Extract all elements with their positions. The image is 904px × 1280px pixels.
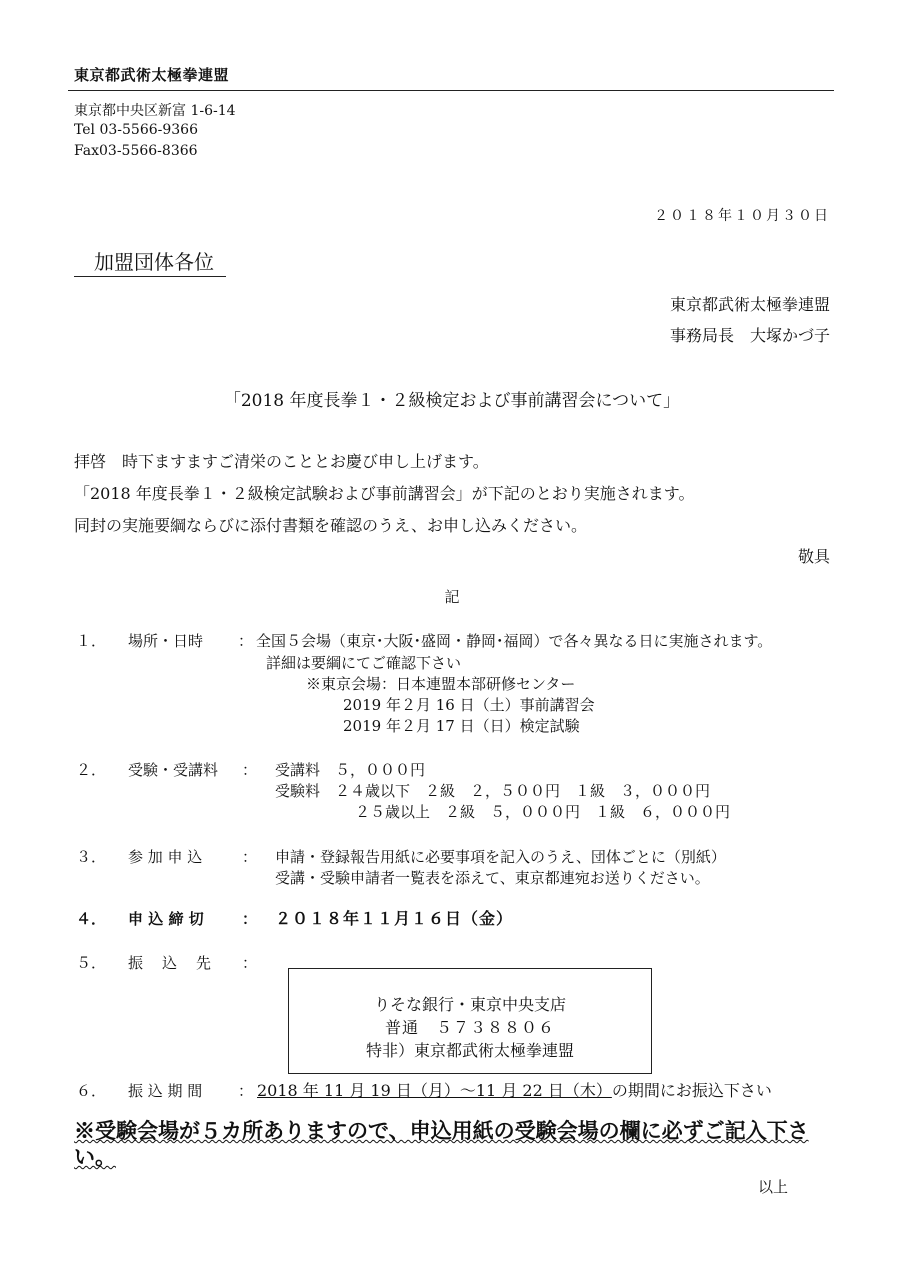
item-period-value: 2018 年 11 月 19 日（月）～11 月 22 日（木） [257, 1081, 612, 1100]
ki-heading: 記 [444, 588, 460, 606]
item-period-colon: ： [238, 1082, 254, 1100]
body-line-request: 同封の実施要綱ならびに添付書類を確認のうえ、お申し込みください。 [74, 516, 587, 535]
org-address: 東京都中央区新富 1-6-14 [74, 103, 236, 119]
item-fee-line: 受講料 ５，０００円 [275, 761, 426, 779]
sender-org: 東京都武術太極拳連盟 [669, 295, 830, 314]
item-venue-line: 2019 年２月 16 日（土）事前講習会 [343, 696, 595, 714]
item-venue-number: １． [76, 632, 107, 650]
item-apply-line: 申請・登録報告用紙に必要事項を記入のうえ、団体ごとに（別紙） [275, 848, 726, 866]
item-venue-line: 2019 年２月 17 日（日）検定試験 [343, 717, 580, 735]
item-fee-label: 受験・受講料 [128, 761, 219, 779]
sender-role-name: 事務局長 大塚かづ子 [669, 326, 830, 345]
item-period-label: 振 込 期 間 [128, 1082, 203, 1100]
item-deadline-label: 申 込 締 切 [128, 910, 204, 928]
org-header-name: 東京都武術太極拳連盟 [74, 66, 230, 84]
body-line-announcement: 「2018 年度長拳１・２級検定試験および事前講習会」が下記のとおり実施されます。 [74, 484, 695, 503]
item-deadline-colon: ： [242, 910, 258, 928]
item-venue-colon: ： [238, 632, 254, 650]
item-transfer-colon: ： [242, 954, 258, 972]
bank-name: りそな銀行・東京中央支店 [373, 995, 566, 1014]
item-deadline-value: ２０１８年１１月１６日（金） [275, 909, 514, 928]
header-rule [68, 90, 834, 91]
item-venue-line: 全国５会場（東京･大阪･盛岡・静岡･福岡）で各々異なる日に実施されます。 [256, 632, 773, 650]
closing-ijo: 以上 [758, 1178, 789, 1196]
org-tel: Tel 03-5566-9366 [74, 122, 198, 138]
item-fee-line: ２５歳以上 ２級 ５，０００円 １級 ６，０００円 [355, 803, 731, 821]
item-period-suffix: の期間にお振込下さい [611, 1081, 772, 1100]
venue-notice-text: ※受験会場が５カ所ありますので、申込用紙の受験会場の欄に必ずご記入下さい。 [74, 1118, 809, 1169]
item-venue-line: 詳細は要綱にてご確認下さい [266, 654, 462, 672]
item-deadline-number: ４． [76, 910, 107, 928]
addressee: 加盟団体各位 [74, 246, 226, 277]
item-apply-line: 受講・受験申請者一覧表を添えて、東京都連宛お送りください。 [275, 869, 710, 887]
item-venue-line: ※東京会場：日本連盟本部研修センター [306, 675, 576, 693]
item-apply-label: 参 加 申 込 [128, 848, 203, 866]
org-fax: Fax03-5566-8366 [74, 143, 198, 159]
bank-account-number: 普通 ５７３８８０６ [384, 1018, 555, 1037]
item-fee-number: ２． [76, 761, 107, 779]
item-period-text [257, 1078, 772, 1101]
item-apply-number: ３． [76, 848, 107, 866]
item-fee-line: 受験料 ２４歳以下 ２級 ２，５００円 １級 ３，０００円 [275, 782, 711, 800]
item-period-number: ６． [76, 1082, 107, 1100]
item-venue-label: 場所・日時 [128, 632, 204, 650]
item-transfer-label: 振 込 先 [128, 954, 214, 972]
bank-account-holder: 特非）東京都武術太極拳連盟 [365, 1041, 574, 1060]
closing-keigu: 敬具 [797, 547, 830, 566]
item-fee-colon: ： [242, 761, 258, 779]
item-apply-colon: ： [242, 848, 258, 866]
document-title: 「2018 年度長拳１・２級検定および事前講習会について」 [223, 391, 681, 411]
body-line-greeting: 拝啓 時下ますますご清栄のこととお慶び申し上げます。 [74, 452, 489, 471]
document-date: ２０１８年１０月３０日 [654, 208, 830, 224]
item-transfer-number: ５． [76, 954, 107, 972]
venue-notice [74, 1118, 840, 1170]
